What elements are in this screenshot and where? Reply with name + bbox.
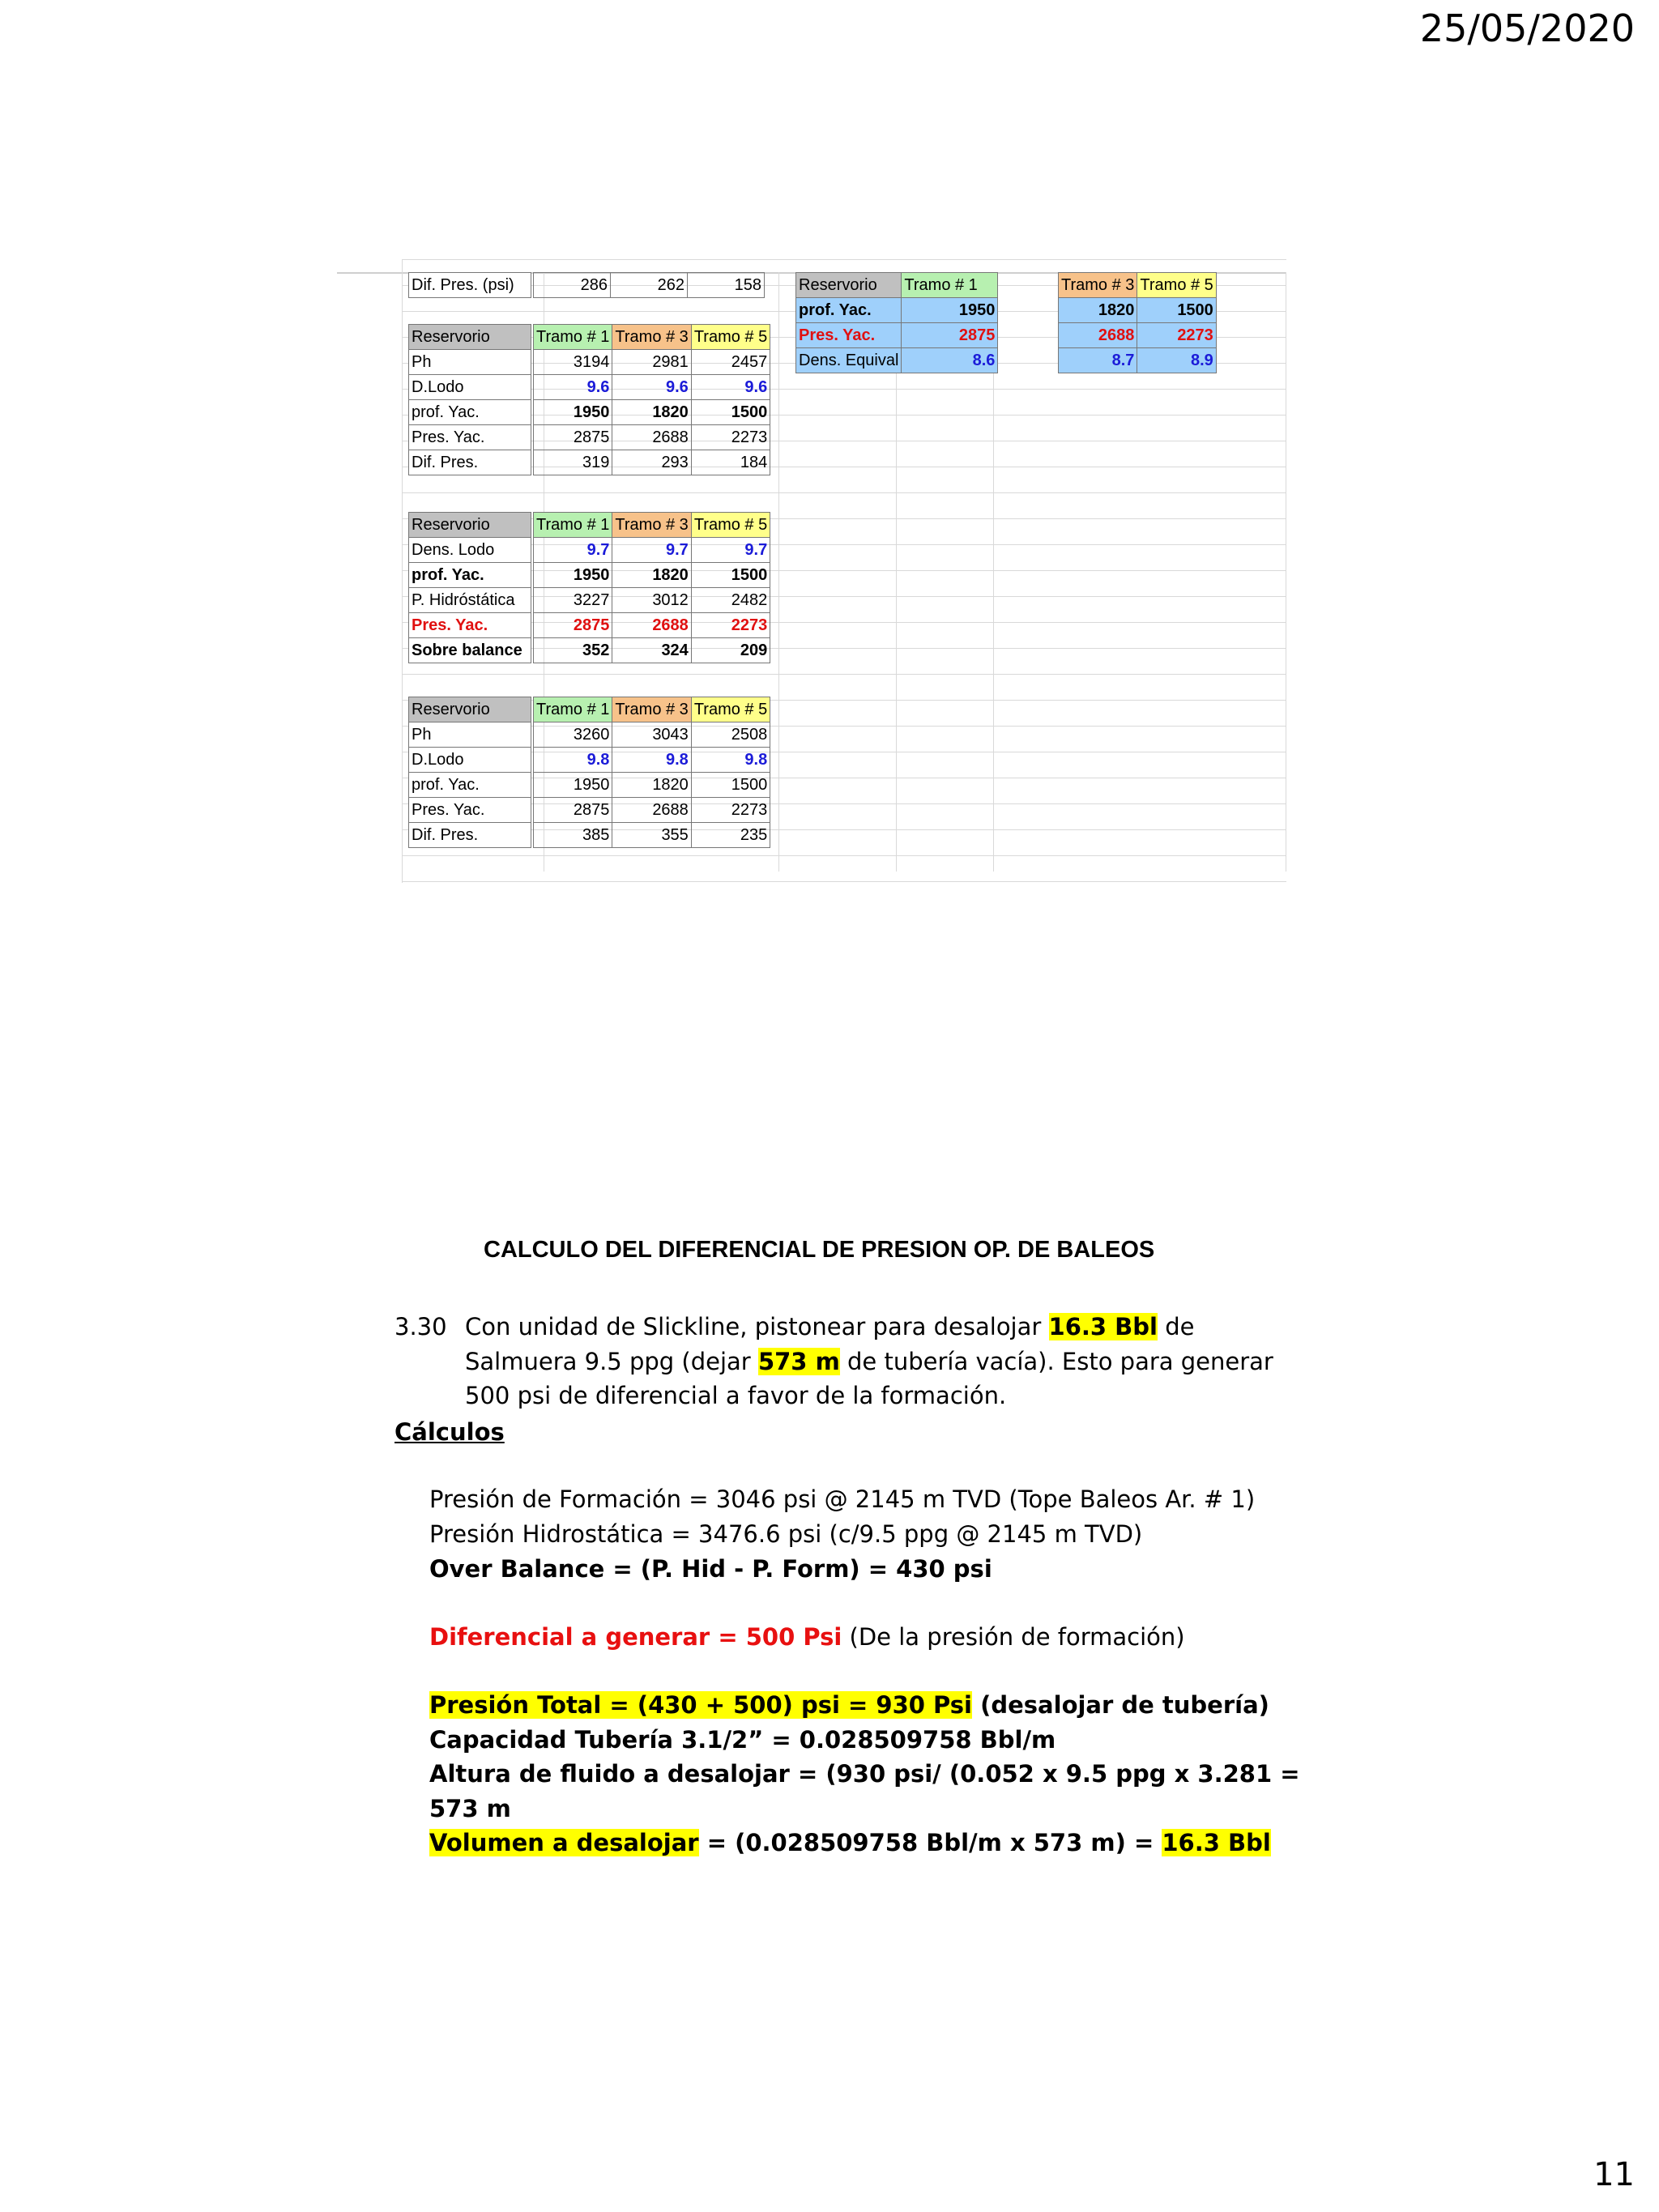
cell: 9.6 <box>612 375 691 400</box>
cell: 1950 <box>534 563 612 588</box>
row-label: Dens. Lodo <box>409 538 531 563</box>
calc-line-height: Altura de fluido a desalojar = (930 psi/ (0.052 x 9.5 ppg x 3.281 = <box>429 1760 1300 1788</box>
cell: 2688 <box>612 798 691 823</box>
row-label: Pres. Yac. <box>409 425 531 450</box>
grid-line <box>402 272 403 872</box>
cell: 1500 <box>691 773 770 798</box>
col-header: Tramo # 3 <box>1059 273 1137 298</box>
table-row <box>409 773 770 798</box>
calc-line-capacity: Capacidad Tubería 3.1/2” = 0.028509758 Bbl/m <box>429 1726 1056 1754</box>
row-label: prof. Yac. <box>409 400 531 425</box>
table-ph-98 <box>408 697 770 848</box>
cell: 2875 <box>534 798 612 823</box>
calc-line-hydrostatic: Presión Hidrostática = 3476.6 psi (c/9.5 ppg @ 2145 m TVD) <box>429 1520 1143 1548</box>
item-line-1: Con unidad de Slickline, pistonear para desalojar 16.3 Bbl de <box>465 1313 1195 1340</box>
cell: 352 <box>534 638 612 663</box>
spreadsheet-image <box>402 259 1286 883</box>
col-header: Tramo # 1 <box>534 513 612 538</box>
cell: 286 <box>534 273 611 298</box>
cell: 1500 <box>691 563 770 588</box>
cell: 2875 <box>534 613 612 638</box>
item-line-3: 500 psi de diferencial a favor de la formación. <box>465 1382 1007 1409</box>
cell: 2688 <box>612 613 691 638</box>
cell: 1820 <box>612 400 691 425</box>
table-row <box>409 375 770 400</box>
cell: 9.7 <box>612 538 691 563</box>
header-label: Reservorio <box>796 273 902 298</box>
row-label: Dens. Equival <box>796 348 902 373</box>
cell: 9.7 <box>534 538 612 563</box>
cell: 1820 <box>1059 298 1137 323</box>
cell: 2875 <box>534 425 612 450</box>
table-row <box>409 400 770 425</box>
cell: 2482 <box>691 588 770 613</box>
table-sobre-balance <box>408 512 770 663</box>
cell: 2508 <box>691 722 770 748</box>
cell: 2273 <box>691 613 770 638</box>
calc-line-formation: Presión de Formación = 3046 psi @ 2145 m TVD (Tope Baleos Ar. # 1) <box>429 1485 1256 1513</box>
row-label: Ph <box>409 722 531 748</box>
cell: 3260 <box>534 722 612 748</box>
col-header: Tramo # 3 <box>612 325 691 350</box>
row-label: prof. Yac. <box>409 563 531 588</box>
row-label: P. Hidróstática <box>409 588 531 613</box>
cell: 319 <box>534 450 612 475</box>
table-ph-96 <box>408 324 770 475</box>
col-header: Tramo # 3 <box>612 697 691 722</box>
col-header: Tramo # 1 <box>902 273 998 298</box>
cell: 2688 <box>1059 323 1137 348</box>
cell: 2273 <box>1137 323 1216 348</box>
table-row <box>409 588 770 613</box>
table-row <box>409 748 770 773</box>
item-line-2: Salmuera 9.5 ppg (dejar 573 m de tubería vacía). Esto para generar <box>465 1348 1273 1375</box>
cell: 209 <box>691 638 770 663</box>
cell: 262 <box>611 273 688 298</box>
cell: 9.8 <box>691 748 770 773</box>
calculos-title: Cálculos <box>394 1418 505 1446</box>
cell: 355 <box>612 823 691 848</box>
table-dens-equival-1 <box>795 272 998 373</box>
cell: 2688 <box>612 425 691 450</box>
row-label: prof. Yac. <box>409 773 531 798</box>
cell: 2875 <box>902 323 998 348</box>
cell: 1820 <box>612 563 691 588</box>
cell: 9.6 <box>534 375 612 400</box>
cell: 235 <box>691 823 770 848</box>
table-row <box>409 613 770 638</box>
cell: 1820 <box>612 773 691 798</box>
highlight-height: 573 m <box>757 1348 840 1375</box>
header-label: Reservorio <box>409 697 531 722</box>
row-label: D.Lodo <box>409 748 531 773</box>
row-label: Pres. Yac. <box>409 798 531 823</box>
cell: 2273 <box>691 425 770 450</box>
col-header: Tramo # 5 <box>1137 273 1216 298</box>
row-label: prof. Yac. <box>796 298 902 323</box>
col-header: Tramo # 1 <box>534 697 612 722</box>
cell: 1950 <box>534 773 612 798</box>
cell: 8.9 <box>1137 348 1216 373</box>
row-label: Ph <box>409 350 531 375</box>
page-number: 11 <box>1593 2156 1635 2193</box>
cell: 8.7 <box>1059 348 1137 373</box>
table-row <box>409 722 770 748</box>
table-row <box>409 425 770 450</box>
header-label: Reservorio <box>409 513 531 538</box>
table-row <box>409 823 770 848</box>
table-dens-equival-2 <box>1058 272 1217 373</box>
table-row <box>409 350 770 375</box>
cell: 3043 <box>612 722 691 748</box>
cell: 1950 <box>534 400 612 425</box>
section-heading: CALCULO DEL DIFERENCIAL DE PRESION OP. DE BALEOS <box>484 1237 1155 1263</box>
table-row <box>409 563 770 588</box>
cell: 293 <box>612 450 691 475</box>
table-row <box>409 538 770 563</box>
table-row <box>409 450 770 475</box>
cell: 385 <box>534 823 612 848</box>
cell: 158 <box>688 273 765 298</box>
cell: 1950 <box>902 298 998 323</box>
calc-line-total: Presión Total = (430 + 500) psi = 930 Psi (desalojar de tubería) <box>429 1691 1269 1719</box>
cell: 9.6 <box>691 375 770 400</box>
row-label: Dif. Pres. <box>409 823 531 848</box>
calc-line-volume: Volumen a desalojar = (0.028509758 Bbl/m x 573 m) = 16.3 Bbl <box>429 1829 1271 1856</box>
cell: 324 <box>612 638 691 663</box>
table-row <box>409 638 770 663</box>
cell: 184 <box>691 450 770 475</box>
calc-line-overbalance: Over Balance = (P. Hid - P. Form) = 430 psi <box>429 1555 992 1583</box>
col-header: Tramo # 1 <box>534 325 612 350</box>
row-label: Sobre balance <box>409 638 531 663</box>
table-row <box>409 798 770 823</box>
top-row-table <box>408 272 765 298</box>
cell: 2273 <box>691 798 770 823</box>
cell: 3012 <box>612 588 691 613</box>
col-header: Tramo # 5 <box>691 513 770 538</box>
cell: 1500 <box>691 400 770 425</box>
cell: 8.6 <box>902 348 998 373</box>
date-header: 25/05/2020 <box>1419 6 1635 50</box>
cell: 3194 <box>534 350 612 375</box>
row-label: Pres. Yac. <box>796 323 902 348</box>
row-label: D.Lodo <box>409 375 531 400</box>
col-header: Tramo # 5 <box>691 325 770 350</box>
header-label: Reservorio <box>409 325 531 350</box>
cell: 9.7 <box>691 538 770 563</box>
cell: 9.8 <box>612 748 691 773</box>
col-header: Tramo # 3 <box>612 513 691 538</box>
cell: 2457 <box>691 350 770 375</box>
cell: 9.8 <box>534 748 612 773</box>
highlight-volume: 16.3 Bbl <box>1048 1313 1158 1340</box>
grid-line <box>778 272 779 872</box>
cell: 3227 <box>534 588 612 613</box>
calc-line-differential: Diferencial a generar = 500 Psi (De la presión de formación) <box>429 1623 1185 1651</box>
cell: 1500 <box>1137 298 1216 323</box>
cell: 2981 <box>612 350 691 375</box>
row-label: Dif. Pres. <box>409 450 531 475</box>
row-label: Pres. Yac. <box>409 613 531 638</box>
row-label: Dif. Pres. (psi) <box>409 273 531 298</box>
col-header: Tramo # 5 <box>691 697 770 722</box>
item-number: 3.30 <box>394 1313 447 1340</box>
calc-line-height-result: 573 m <box>429 1795 511 1822</box>
